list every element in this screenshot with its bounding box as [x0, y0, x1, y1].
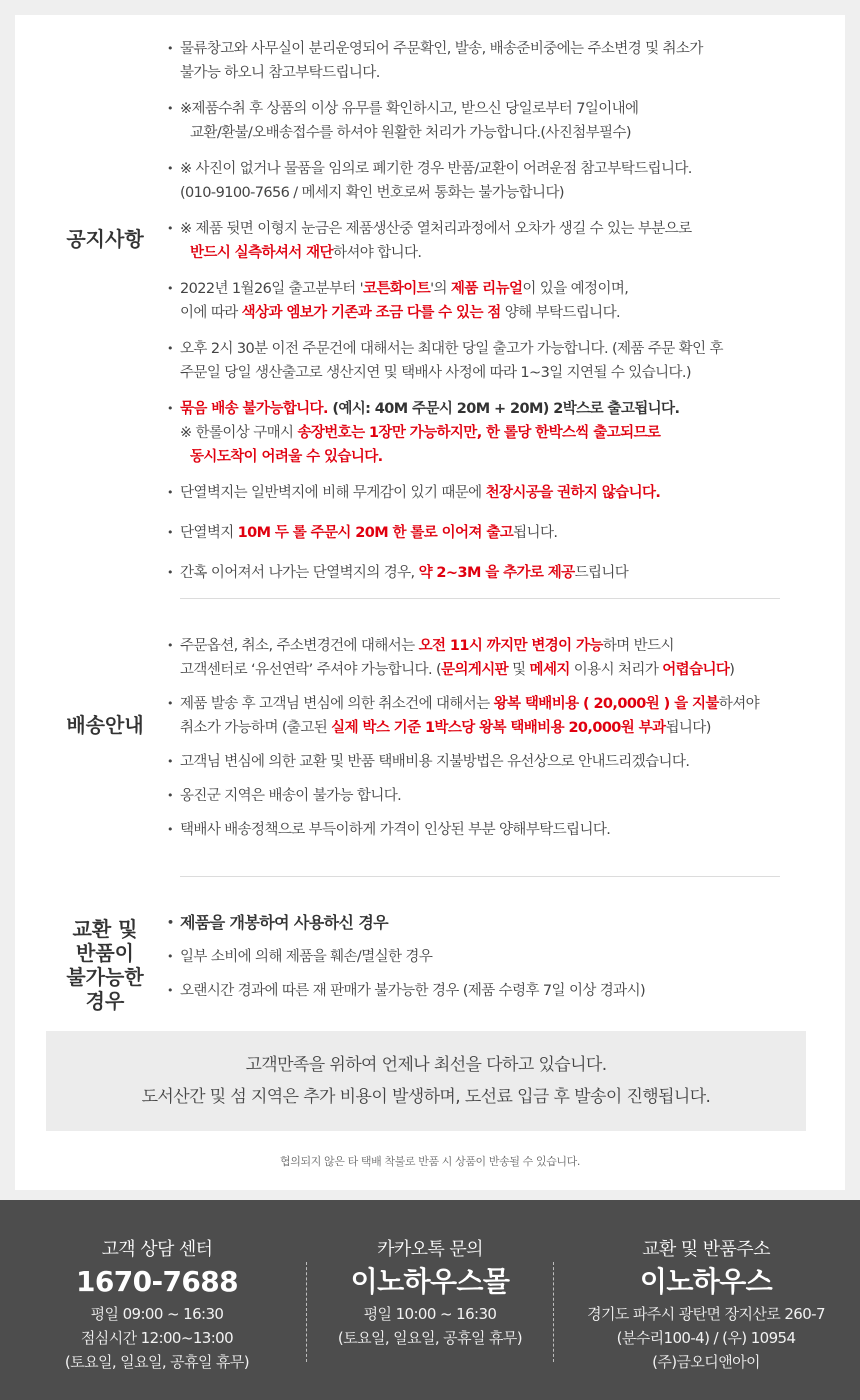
item-text: (010-9100-7656 / 메세지 확인 번호로써 통화는 불가능합니다)	[180, 185, 564, 201]
footer-text: 경기도 파주시 광탄면 장지산로 260-7	[587, 1305, 825, 1323]
list-item	[165, 692, 825, 740]
item-text: '의	[430, 281, 451, 297]
item-text: 제품을 개봉하여 사용하신 경우	[180, 913, 389, 932]
item-highlight: 10M 두 롤 주문시 20M 한 롤로 이어져 출고	[237, 525, 514, 541]
item-text: 이용시 처리가	[569, 662, 663, 678]
list-item	[165, 979, 825, 1003]
item-text: 교환/환불/오배송접수를 하셔야 원활한 처리가 가능합니다.(사진첨부필수)	[190, 125, 631, 141]
item-highlight: 색상과 엠보가 기존과 조금 다를 수 있는 점	[241, 305, 501, 321]
item-highlight: 오전 11시 까지만 변경이 가능	[418, 638, 603, 654]
item-highlight: 천장시공을 권하지 않습니다.	[485, 485, 661, 501]
notice-card	[15, 15, 845, 1190]
item-text: ※ 제품 뒷면 이형지 눈금은 제품생산중 열처리과정에서 오차가 생길 수 있는 부분으로	[180, 221, 692, 237]
item-text: 하셔야	[718, 696, 760, 712]
list-item	[165, 97, 825, 145]
item-highlight: 반드시 실측하셔서 재단	[190, 245, 333, 261]
item-highlight: 약 2~3M 을 추가로 제공	[418, 565, 575, 581]
footer-return-address	[581, 1238, 831, 1374]
list-item	[165, 750, 825, 774]
footer-divider	[553, 1262, 554, 1362]
footer-text: (토요일, 일요일, 공휴일 휴무)	[64, 1353, 250, 1371]
item-text: 간혹 이어져서 나가는 단열벽지의 경우,	[180, 565, 419, 581]
item-text: 옹진군 지역은 배송이 불가능 합니다.	[180, 788, 402, 804]
box-line: 고객만족을 위하여 언제나 최선을 다하고 있습니다.	[245, 1055, 607, 1075]
exchange-section-title: 교환 및 반품이 불가능한 경우	[66, 917, 144, 1013]
list-item	[165, 561, 825, 585]
list-item	[165, 397, 825, 469]
list-item	[165, 37, 825, 85]
item-text: 일부 소비에 의해 제품을 훼손/멸실한 경우	[180, 949, 433, 965]
list-item	[165, 217, 825, 265]
item-text: 오랜시간 경과에 따른 재 판매가 불가능한 경우 (제품 수령후 7일 이상 경과시)	[180, 983, 646, 999]
return-warning-note: 협의되지 않은 타 택배 착불로 반품 시 상품이 반송될 수 있습니다.	[280, 1155, 580, 1168]
list-item	[165, 277, 825, 325]
list-item	[165, 481, 825, 505]
footer-title: 교환 및 반품주소	[642, 1239, 770, 1260]
item-text: )	[729, 662, 735, 678]
item-text: 주문옵션, 취소, 주소변경건에 대해서는	[180, 638, 419, 654]
section-divider	[180, 598, 780, 599]
footer-phone[interactable]: 1670-7688	[75, 1265, 239, 1298]
item-highlight: 실제 박스 기준 1박스당 왕복 택배비용 20,000원 부과	[331, 720, 666, 736]
exchange-list	[165, 911, 825, 1003]
footer-text: 평일 09:00 ~ 16:30	[90, 1305, 224, 1323]
item-text: ※ 사진이 없거나 물품을 임의로 폐기한 경우 반품/교환이 어려운점 참고부탁드립니다.	[180, 161, 692, 177]
item-text: 불가능 하오니 참고부탁드립니다.	[180, 65, 380, 81]
list-item	[165, 911, 825, 935]
item-text: 이에 따라	[180, 305, 242, 321]
item-text: 취소가 가능하며 (출고된	[180, 720, 332, 736]
item-text: ※제품수취 후 상품의 이상 유무를 확인하시고, 받으신 당일로부터 7일이내에	[180, 101, 639, 117]
notice-list	[165, 37, 825, 585]
item-text: 2022년 1월26일 출고분부터 '	[180, 281, 364, 297]
item-text: 및	[508, 662, 530, 678]
item-text: 단열벽지는 일반벽지에 비해 무게감이 있기 때문에	[180, 485, 486, 501]
list-item	[165, 784, 825, 808]
item-highlight: 문의게시판	[441, 662, 509, 678]
item-text: 오후 2시 30분 이전 주문건에 대해서는 최대한 당일 출고가 가능합니다. (제품 주문 확인 후	[180, 341, 723, 357]
footer-text: (주)금오디앤아이	[652, 1353, 760, 1371]
item-text: 물류창고와 사무실이 분리운영되어 주문확인, 발송, 배송준비중에는 주소변경 및 취소가	[180, 41, 703, 57]
footer	[0, 1200, 860, 1400]
footer-company: 이노하우스	[639, 1265, 773, 1298]
footer-kakao-channel[interactable]: 이노하우스몰	[350, 1265, 510, 1298]
item-text: 제품 발송 후 고객님 변심에 의한 취소건에 대해서는	[180, 696, 494, 712]
box-line: 도서산간 및 섬 지역은 추가 비용이 발생하며, 도선료 입금 후 발송이 진행됩니다.	[141, 1087, 711, 1107]
list-item	[165, 337, 825, 385]
item-text: ※ 한롤이상 구매시	[180, 425, 298, 441]
footer-title: 고객 상담 센터	[101, 1239, 213, 1260]
list-item	[165, 945, 825, 969]
item-text: 주문일 당일 생산출고로 생산지연 및 택배사 사정에 따라 1~3일 지연될 수 있습니다.)	[180, 365, 691, 381]
delivery-section-title: 배송안내	[66, 713, 144, 737]
delivery-list	[165, 634, 825, 842]
footer-text: 점심시간 12:00~13:00	[80, 1329, 234, 1347]
list-item	[165, 157, 825, 205]
item-text: 양해 부탁드립니다.	[500, 305, 621, 321]
list-item	[165, 521, 825, 545]
section-divider	[180, 876, 780, 877]
footer-title: 카카오톡 문의	[377, 1239, 483, 1260]
footer-kakao	[305, 1238, 555, 1350]
item-text: 택배사 배송정책으로 부득이하게 가격이 인상된 부분 양해부탁드립니다.	[180, 822, 611, 838]
item-highlight: 코튼화이트	[363, 281, 431, 297]
item-highlight: 메세지	[529, 662, 570, 678]
notice-section-title: 공지사항	[66, 227, 144, 251]
item-highlight: 묶음 배송 불가능합니다.	[180, 401, 328, 417]
item-text: 됩니다.	[513, 525, 558, 541]
item-text: 단열벽지	[180, 525, 238, 541]
item-text: (예시: 40M 주문시 20M + 20M) 2박스로 출고됩니다.	[327, 401, 680, 417]
item-highlight: 동시도착이 어려울 수 있습니다.	[190, 449, 383, 465]
item-text: 됩니다)	[665, 720, 711, 736]
item-text: 고객님 변심에 의한 교환 및 반품 택배비용 지불방법은 유선상으로 안내드리겠습니다.	[180, 754, 690, 770]
item-text: 고객센터로 ‘유선연락’ 주셔야 가능합니다. (	[180, 662, 442, 678]
customer-notice-box	[46, 1031, 806, 1131]
item-text: 하셔야 합니다.	[332, 245, 422, 261]
list-item	[165, 818, 825, 842]
list-item	[165, 634, 825, 682]
item-text: 하며 반드시	[602, 638, 674, 654]
item-text: 이 있을 예정이며,	[522, 281, 629, 297]
item-highlight: 제품 리뉴얼	[450, 281, 523, 297]
footer-customer-center	[32, 1238, 282, 1374]
item-highlight: 왕복 택배비용 ( 20,000원 ) 을 지불	[493, 696, 719, 712]
item-text: 드립니다	[574, 565, 629, 581]
footer-text: 평일 10:00 ~ 16:30	[363, 1305, 497, 1323]
item-highlight: 송장번호는 1장만 가능하지만, 한 롤당 한박스씩 출고되므로	[297, 425, 661, 441]
item-highlight: 어렵습니다	[662, 662, 730, 678]
footer-text: (토요일, 일요일, 공휴일 휴무)	[337, 1329, 523, 1347]
footer-text: (분수리100-4) / (우) 10954	[616, 1329, 796, 1347]
